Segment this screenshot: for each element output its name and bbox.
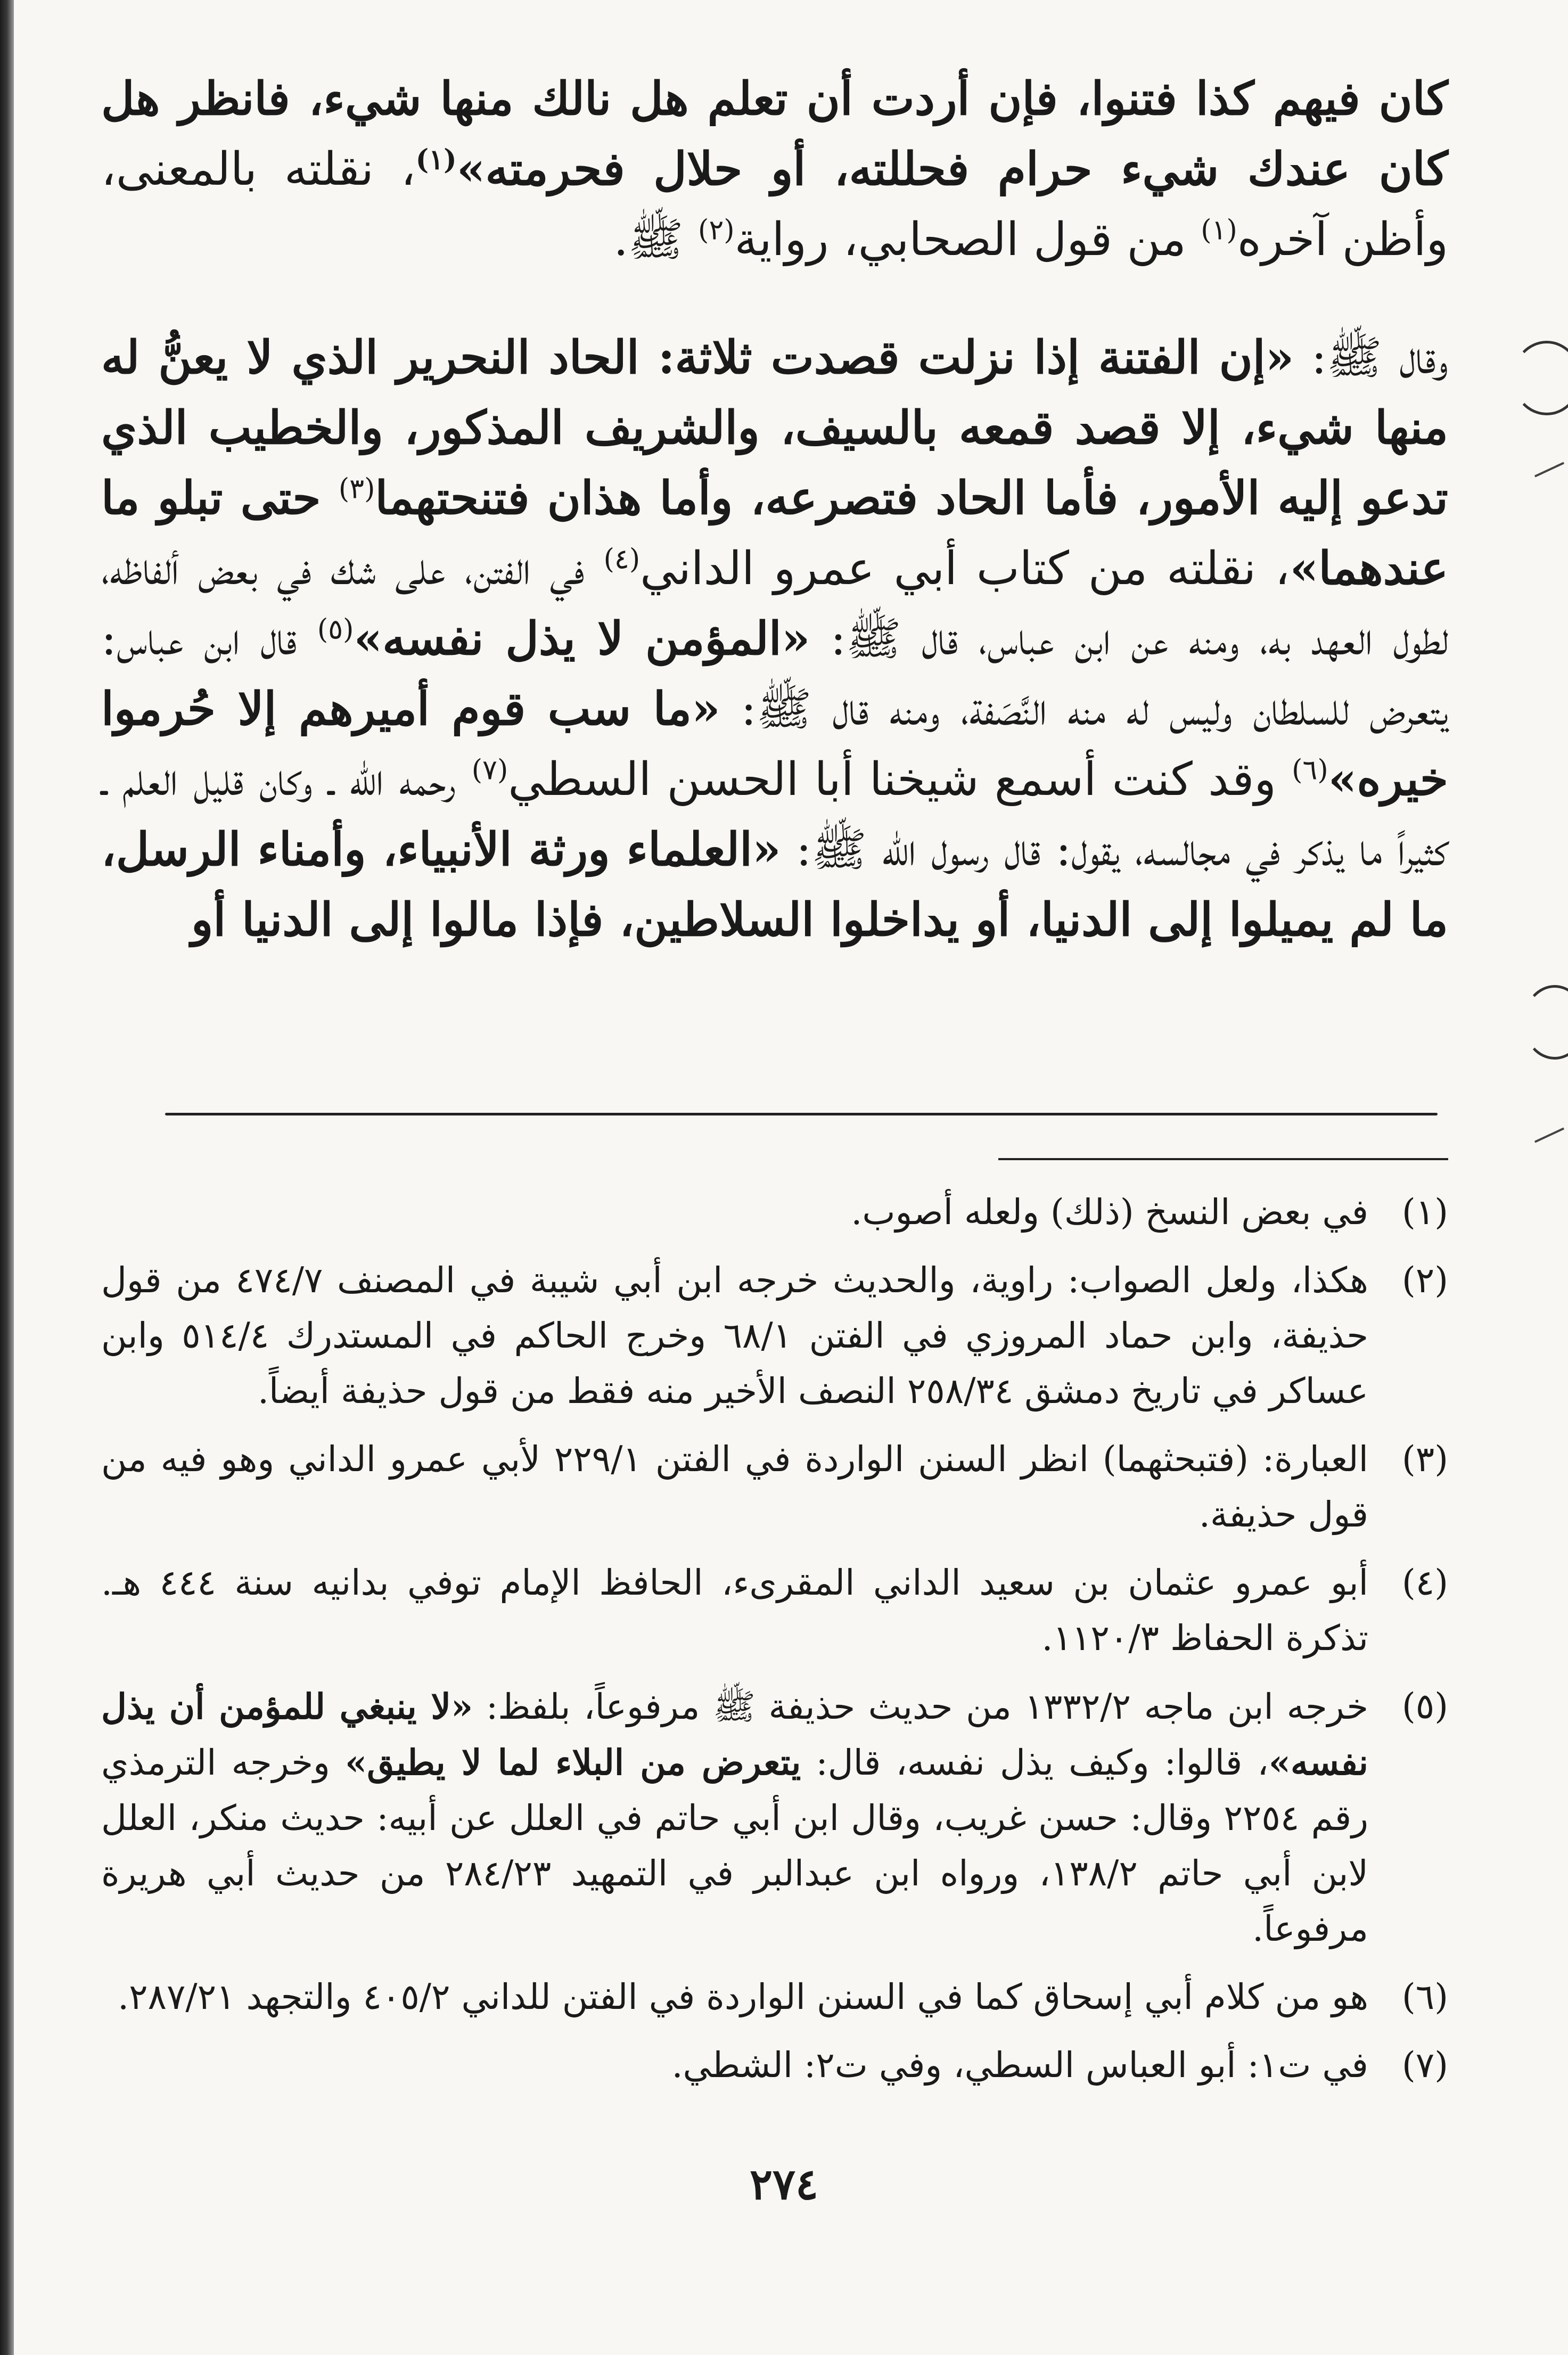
- footnote-text-span: وخرجه الترمذي رقم ٢٢٥٤ وقال: حسن غريب، وقال ابن أبي حاتم في العلل عن أبيه: حديث منكر، العلل لابن أبي حاتم ١٣٨/٢، ورواه ابن عبدالبر في التمهيد ٢٨٤/٢٣ من حديث أبي هريرة مرفوعاً.: [101, 1742, 1369, 1949]
- footnote-text-span: هو من كلام أبي إسحاق كما في السنن الواردة في الفتن للداني ٤٠٥/٢ والتجهد ٢٨٧/٢١.: [118, 1976, 1368, 2017]
- text-span: وقال ﷺ:: [1294, 331, 1448, 384]
- footnote-text-span: خرجه ابن ماجه ١٣٣٢/٢ من حديث حذيفة ﷺ مرفوعاً، بلفظ:: [473, 1686, 1368, 1727]
- footnote-ref[interactable]: (٥): [317, 613, 354, 646]
- hadith-quote: «العلماء ورثة الأنبياء، وأمناء الرسل، ما لم يميلوا إلى الدنيا، أو يداخلوا السلاطين، فإذا مالوا إلى الدنيا أو: [101, 823, 1448, 947]
- footnote-number: (١): [1402, 1192, 1448, 1233]
- footnote: [101, 2038, 1448, 2093]
- footnote-number: (٣): [1402, 1439, 1448, 1480]
- footnote-number: (٤): [1402, 1562, 1448, 1603]
- footnote-separator: [998, 1158, 1448, 1160]
- text-span: ، نقلته بالمعنى، وأظن آخره: [101, 143, 1448, 266]
- footnote: [101, 1432, 1448, 1542]
- footnote-text-span: في بعض النسخ (ذلك) ولعله أصوب.: [851, 1192, 1368, 1233]
- paragraph-1: [101, 64, 1448, 275]
- footnote-quote: يتعرض من البلاء لما لا يطيق»: [345, 1742, 801, 1783]
- text-span: من قول الصحابي، رواية: [734, 213, 1201, 266]
- footnote-number: (٦): [1402, 1976, 1448, 2017]
- footnote-text: [101, 1185, 1368, 1240]
- footnote-text: [101, 1253, 1368, 1419]
- handwritten-underline: [165, 1113, 1438, 1115]
- hadith-quote: «ما سب قوم أميرهم إلا حُرموا خيره»: [101, 682, 1448, 806]
- footnote: [101, 1253, 1448, 1419]
- scan-edge-shadow: [0, 0, 14, 2355]
- footnote-text: [101, 1679, 1368, 1957]
- footnote-ref[interactable]: (٤): [603, 543, 641, 576]
- footnote-text-span: في ت١: أبو العباس السطي، وفي ت٢: الشطي.: [671, 2045, 1368, 2086]
- text-span: قال ابن عباس: يتعرض للسلطان وليس له منه النَّصَفة، ومنه قال ﷺ:: [101, 612, 1448, 736]
- hadith-quote: «المؤمن لا يذل نفسه»: [354, 612, 810, 666]
- text-span: ﷺ.: [613, 213, 699, 266]
- footnote-ref[interactable]: (٣): [338, 473, 375, 505]
- hadith-quote: حتى تبلو ما عندهما»: [101, 471, 1449, 595]
- text-span: ، نقلته من كتاب أبي عمرو الداني: [640, 542, 1290, 595]
- margin-tick-mark: [1534, 462, 1564, 478]
- footnote-ref[interactable]: (٧): [471, 754, 508, 786]
- footnote: [101, 1970, 1448, 2025]
- text-span: وقد كنت أسمع شيخنا أبا الحسن السطي: [508, 753, 1292, 806]
- footnote-text-span: هكذا، ولعل الصواب: راوية، والحديث خرجه ابن أبي شيبة في المصنف ٤٧٤/٧ من قول حذيفة، وابن حماد المروزي في الفتن ٦٨/١ وخرج الحاكم في المستدرك ٥١٤/٤ وابن عساكر في تاريخ دمشق ٢٥٨/٣٤ النصف الأخير منه فقط من قول حذيفة أيضاً.: [101, 1260, 1368, 1412]
- paragraph-2: [101, 323, 1448, 955]
- footnote-text: [101, 1432, 1368, 1542]
- footnote: [101, 1185, 1448, 1240]
- footnote-text-span: أبو عمرو عثمان بن سعيد الداني المقرىء، الحافظ الإمام توفي بدانيه سنة ٤٤٤ هـ. تذكرة الحفاظ ١١٢٠/٣.: [101, 1562, 1368, 1659]
- footnote-quote: «لا ينبغي للمؤمن أن يذل نفسه»: [101, 1686, 1368, 1783]
- main-text: [101, 64, 1448, 955]
- text-span: كان فيهم كذا فتنوا، فإن أردت أن تعلم هل نالك منها شيء، فانظر هل كان عندك شيء حرام فحللته، أو حلال فحرمته»: [101, 72, 1448, 196]
- footnote-ref[interactable]: (٢): [698, 214, 735, 247]
- footnote-text: [101, 1555, 1368, 1666]
- text-span: في الفتن، على شك في بعض ألفاظه، لطول العهد به، ومنه عن ابن عباس، قال ﷺ:: [101, 542, 1448, 666]
- footnotes: [101, 1185, 1448, 2106]
- footnote-number: (٢): [1402, 1260, 1448, 1301]
- footnote-ref[interactable]: (٦): [1292, 754, 1328, 786]
- hadith-quote: «إن الفتنة إذا نزلت قصدت ثلاثة: الحاد النحرير الذي لا يعنُّ له منها شيء، إلا قصد قمعه بالسيف، والشريف المذكور، والخطيب الذي تدعو إليه الأمور، فأما الحاد فتصرعه، وأما هذان فتنحتهما: [101, 331, 1448, 525]
- footnote-text-span: ، قالوا: وكيف يذل نفسه، قال:: [801, 1742, 1269, 1783]
- footnote-text: [101, 1970, 1368, 2025]
- page-number: ٢٧٤: [750, 2159, 818, 2209]
- footnote-number: (٧): [1402, 2045, 1448, 2086]
- footnote: [101, 1555, 1448, 1666]
- footnote-text-span: العبارة: (فتبحثهما) انظر السنن الواردة في الفتن ٢٢٩/١ لأبي عمرو الداني وهو فيه من قول حذيفة.: [101, 1439, 1368, 1535]
- footnote-number: (٥): [1402, 1686, 1448, 1727]
- footnote-text: [101, 2038, 1368, 2093]
- footnote-ref[interactable]: (١): [1201, 214, 1237, 247]
- text-span: رحمه الله ـ وكان قليل العلم ـ كثيراً ما يذكر في مجالسه، يقول: قال رسول الله ﷺ:: [101, 753, 1448, 876]
- footnote-ref[interactable]: (١): [415, 143, 457, 176]
- footnote: [101, 1679, 1448, 1957]
- margin-tick-mark: [1534, 1128, 1564, 1143]
- margin-bracket-mark: [1523, 985, 1568, 1060]
- margin-bracket-mark: [1512, 341, 1568, 415]
